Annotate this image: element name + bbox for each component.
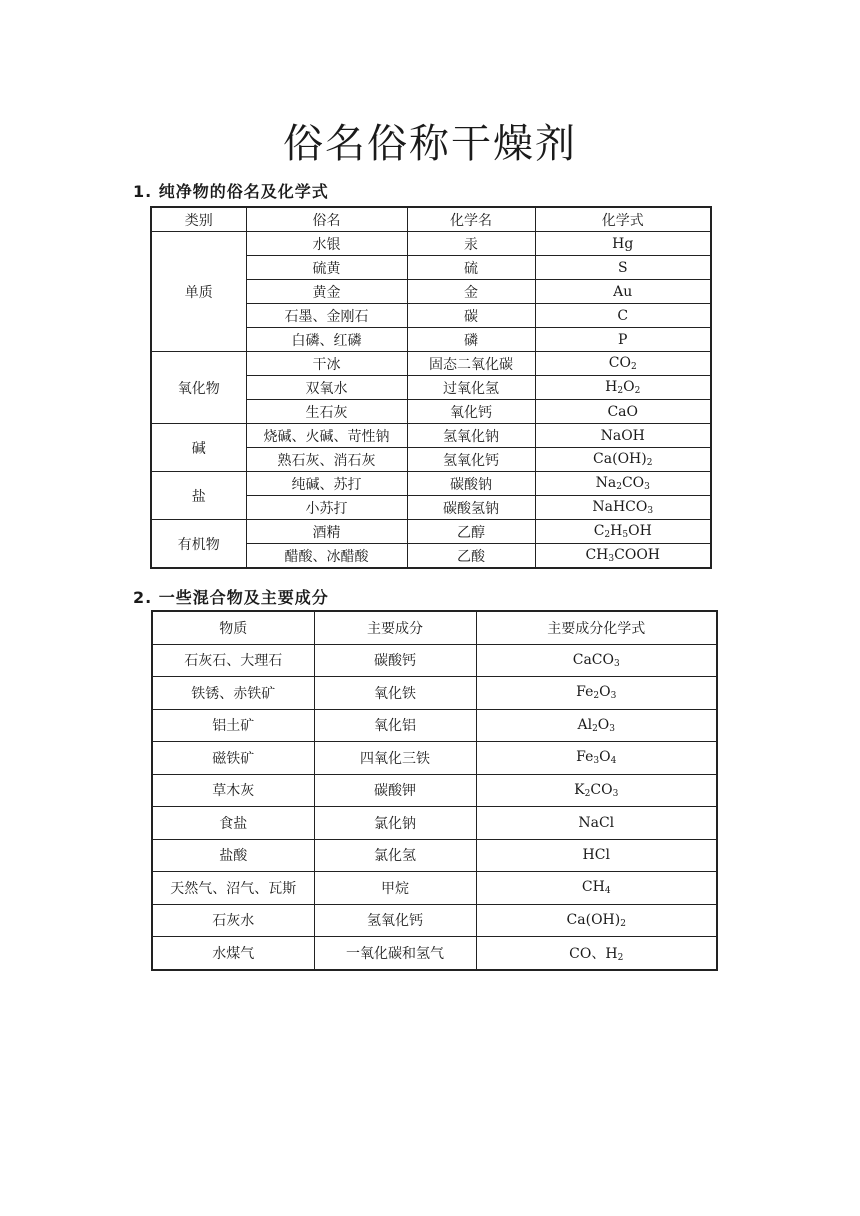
table-row [151,424,711,448]
component-cell: 氯化钠 [314,807,476,840]
formula-cell: NaHCO$_3$ [535,496,711,520]
table-row [152,709,717,742]
component-cell: 氧化铝 [314,709,476,742]
formula-cell: S [535,256,711,280]
formula-subscript: 2 [593,691,600,702]
section-heading-pure-substances: 1. 纯净物的俗名及化学式 [133,182,329,201]
mixtures-table-body [152,611,717,970]
chemical-name-cell: 过氧化氢 [407,376,535,400]
column-header: 类别 [151,207,246,232]
formula-subscript: 4 [604,886,611,897]
table-row [152,677,717,710]
common-name-cell: 水银 [246,232,407,256]
common-name-cell: 纯碱、苏打 [246,472,407,496]
table-row [152,774,717,807]
component-cell: 氯化氢 [314,839,476,872]
formula-cell: Au [535,280,711,304]
table-row [152,904,717,937]
common-name-cell: 石墨、金刚石 [246,304,407,328]
formula-cell: $Ca(OH)_2$ [535,448,711,472]
formula-subscript: 2 [584,788,591,799]
column-header: 化学名 [407,207,535,232]
column-header: 化学式 [535,207,711,232]
formula-subscript: 3 [610,691,617,702]
formula-cell: P [535,328,711,352]
substance-cell: 石灰石、大理石 [152,644,314,677]
column-header: 主要成分 [314,611,476,644]
table-row [151,520,711,544]
formula-cell: $Ca(OH)_2$ [476,904,717,937]
formula-cell: $CH_4$ [476,872,717,905]
table-row [151,472,711,496]
component-cell: 碳酸钙 [314,644,476,677]
category-cell: 盐 [151,472,246,520]
substance-cell: 石灰水 [152,904,314,937]
formula-cell: CaCO$_3$ [476,644,717,677]
chemical-name-cell: 氧化钙 [407,400,535,424]
pure-substances-table [150,206,712,569]
formula-subscript: 3 [612,788,619,799]
table-header-row [152,611,717,644]
substance-cell: 草木灰 [152,774,314,807]
chemical-name-cell: 碳酸氢钠 [407,496,535,520]
formula-subscript: 2 [616,482,622,492]
formula-subscript: 2 [620,918,626,929]
formula-subscript: 3 [644,482,650,492]
formula-subscript: 2 [604,530,611,540]
substance-cell: 食盐 [152,807,314,840]
formula-subscript: 5 [622,530,629,540]
formula-cell: NaOH [535,424,711,448]
formula-subscript: 2 [617,386,624,396]
formula-cell: CaO [535,400,711,424]
substance-cell: 铁锈、赤铁矿 [152,677,314,710]
chemical-name-cell: 金 [407,280,535,304]
table-row [152,839,717,872]
table-row [152,644,717,677]
component-cell: 氢氧化钙 [314,904,476,937]
common-name-cell: 烧碱、火碱、苛性钠 [246,424,407,448]
formula-cell: $Fe_2O_3$ [476,677,717,710]
substance-cell: 盐酸 [152,839,314,872]
chemical-name-cell: 汞 [407,232,535,256]
component-cell: 甲烷 [314,872,476,905]
formula-subscript: 4 [610,756,617,767]
formula-cell: $CH_3COOH$ [535,544,711,569]
chemical-name-cell: 固态二氧化碳 [407,352,535,376]
table-row [151,232,711,256]
table-row [151,352,711,376]
common-name-cell: 醋酸、冰醋酸 [246,544,407,569]
table-row [152,937,717,970]
common-name-cell: 生石灰 [246,400,407,424]
formula-subscript: 2 [634,386,641,396]
common-name-cell: 熟石灰、消石灰 [246,448,407,472]
formula-cell: C [535,304,711,328]
mixtures-table [151,610,718,971]
common-name-cell: 酒精 [246,520,407,544]
chemical-name-cell: 磷 [407,328,535,352]
formula-subscript: 3 [614,658,620,669]
common-name-cell: 双氧水 [246,376,407,400]
table-header-row [151,207,711,232]
column-header: 俗名 [246,207,407,232]
formula-subscript: 2 [646,458,653,468]
chemical-name-cell: 碳酸钠 [407,472,535,496]
formula-cell: NaCl [476,807,717,840]
formula-subscript: 2 [617,952,624,963]
section-heading-mixtures: 2. 一些混合物及主要成分 [133,588,329,607]
chemical-name-cell: 乙酸 [407,544,535,569]
chemical-name-cell: 氢氧化钙 [407,448,535,472]
formula-cell: $Al_2O_3$ [476,709,717,742]
formula-subscript: 2 [592,723,598,734]
component-cell: 一氧化碳和氢气 [314,937,476,970]
formula-cell: HCl [476,839,717,872]
substance-cell: 水煤气 [152,937,314,970]
formula-subscript: 3 [609,723,616,734]
common-name-cell: 小苏打 [246,496,407,520]
page-title: 俗名俗称干燥剂 [283,121,577,167]
formula-cell: CO、$H_2$ [476,937,717,970]
formula-cell: $Na_2CO_3$ [535,472,711,496]
formula-subscript: 3 [647,506,654,516]
pure-substances-table-body [151,207,711,568]
category-cell: 有机物 [151,520,246,569]
column-header: 物质 [152,611,314,644]
common-name-cell: 干冰 [246,352,407,376]
formula-cell: $CO_2$ [535,352,711,376]
column-header: 主要成分化学式 [476,611,717,644]
category-cell: 碱 [151,424,246,472]
formula-subscript: 3 [608,554,615,564]
component-cell: 碳酸钾 [314,774,476,807]
formula-cell: $C_2H_5OH$ [535,520,711,544]
table-row [152,742,717,775]
substance-cell: 天然气、沼气、瓦斯 [152,872,314,905]
common-name-cell: 黄金 [246,280,407,304]
substance-cell: 铝土矿 [152,709,314,742]
component-cell: 氧化铁 [314,677,476,710]
substance-cell: 磁铁矿 [152,742,314,775]
formula-cell: $H_2O_2$ [535,376,711,400]
formula-subscript: 2 [630,362,637,372]
chemical-name-cell: 氢氧化钠 [407,424,535,448]
formula-cell: Hg [535,232,711,256]
common-name-cell: 硫黄 [246,256,407,280]
category-cell: 氧化物 [151,352,246,424]
table-row [152,807,717,840]
chemical-name-cell: 乙醇 [407,520,535,544]
chemical-name-cell: 硫 [407,256,535,280]
category-cell: 单质 [151,232,246,352]
formula-cell: $Fe_3O_4$ [476,742,717,775]
table-row [152,872,717,905]
formula-subscript: 3 [593,756,600,767]
component-cell: 四氧化三铁 [314,742,476,775]
chemical-name-cell: 碳 [407,304,535,328]
common-name-cell: 白磷、红磷 [246,328,407,352]
formula-cell: $K_2CO_3$ [476,774,717,807]
